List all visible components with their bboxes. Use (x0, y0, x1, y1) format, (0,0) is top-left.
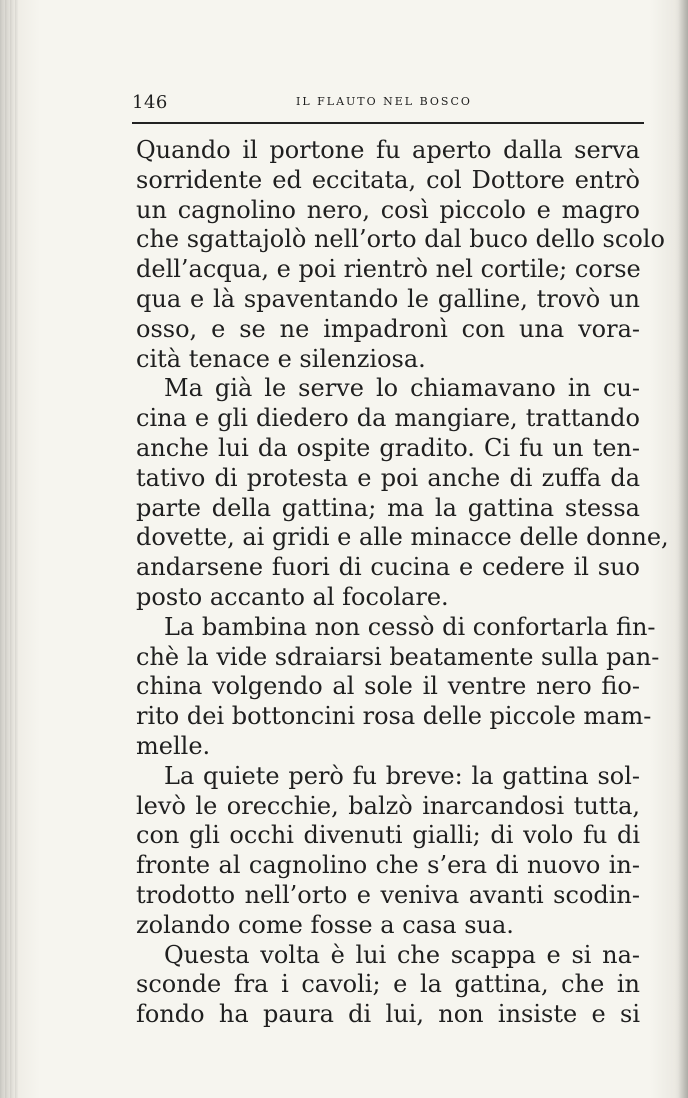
text-line: levò le orecchie, balzò inarcandosi tutta, (136, 791, 640, 820)
text-line: dovette, ai gridi e alle minacce delle donne, (136, 523, 669, 552)
text-line: dell’acqua, e poi rientrò nel cortile; corse (136, 255, 641, 284)
text-line: melle. (136, 731, 211, 760)
page-number: 146 (132, 92, 168, 113)
header-rule (132, 122, 644, 124)
text-line: sconde fra i cavoli; e la gattina, che in (136, 970, 640, 999)
text-line: Ma già le serve lo chiamavano in cu- (164, 374, 640, 403)
text-line: cina e gli diedero da mangiare, trattando (136, 404, 640, 433)
text-line: con gli occhi divenuti gialli; di volo fu di (136, 821, 640, 850)
text-line: fondo ha paura di lui, non insiste e si (136, 1000, 640, 1029)
text-line: Questa volta è lui che scappa e si na- (164, 940, 640, 969)
text-line: andarsene fuori di cucina e cedere il suo (136, 553, 640, 582)
text-line: posto accanto al focolare. (136, 582, 449, 611)
page-edge-shadow (678, 0, 688, 1098)
text-line: La bambina non cessò di confortarla fin- (164, 612, 656, 641)
text-line: fronte al cagnolino che s’era di nuovo in- (136, 851, 640, 880)
page-gutter-shadow (0, 0, 18, 1098)
text-line: trodotto nell’orto e veniva avanti scodin- (136, 880, 640, 909)
text-line: un cagnolino nero, così piccolo e magro (136, 195, 640, 224)
text-line: qua e là spaventando le galline, trovò un (136, 284, 640, 313)
text-line: La quiete però fu breve: la gattina sol- (164, 761, 640, 790)
text-line: sorridente ed eccitata, col Dottore entrò (136, 165, 640, 194)
text-line: rito dei bottoncini rosa delle piccole mam- (136, 702, 652, 731)
text-line: osso, e se ne impadronì con una vora- (136, 314, 640, 343)
text-line: chè la vide sdraiarsi beatamente sulla pan- (136, 642, 660, 671)
body-text (136, 136, 669, 1030)
page-header (132, 92, 644, 116)
text-line: parte della gattina; ma la gattina stessa (136, 493, 640, 522)
text-line: cità tenace e silenziosa. (136, 344, 426, 373)
running-title: IL FLAUTO NEL BOSCO (296, 95, 472, 108)
text-line: anche lui da ospite gradito. Ci fu un ten- (136, 433, 640, 462)
text-line: zolando come fosse a casa sua. (136, 910, 514, 939)
text-line: tativo di protesta e poi anche di zuffa da (136, 463, 640, 492)
text-line: che sgattajolò nell’orto dal buco dello scolo (136, 225, 665, 254)
text-line: Quando il portone fu aperto dalla serva (136, 136, 640, 164)
text-line: china volgendo al sole il ventre nero fio- (136, 672, 640, 701)
